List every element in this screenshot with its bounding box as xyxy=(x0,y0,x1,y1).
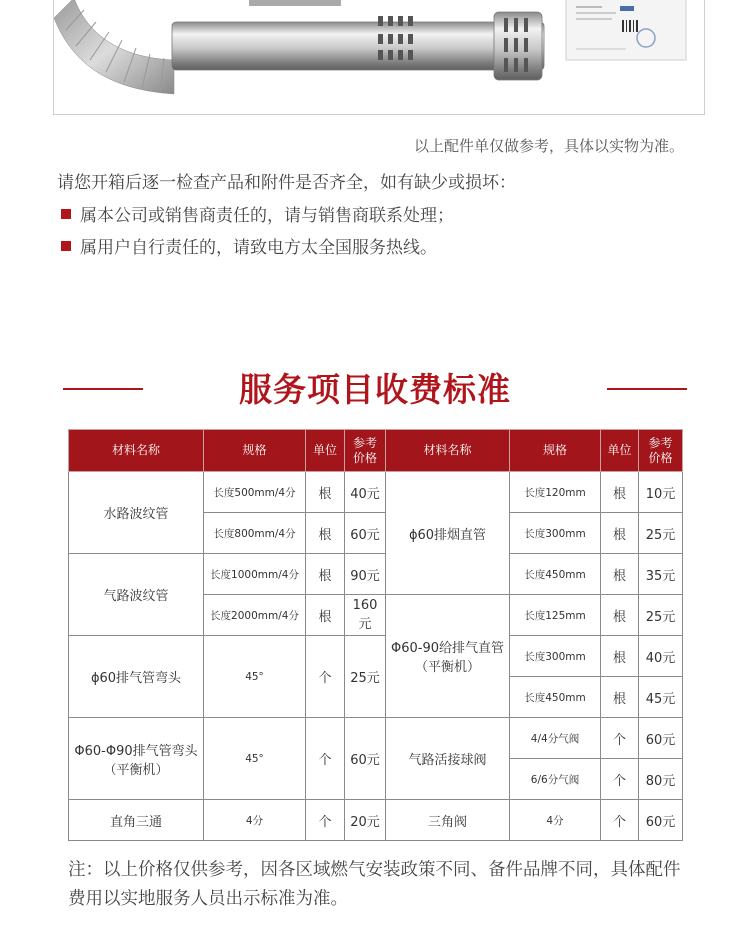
item-spec: 长度300mm xyxy=(510,513,601,554)
item-unit: 个 xyxy=(601,800,639,841)
item-spec: 长度300mm xyxy=(510,636,601,677)
table-row xyxy=(69,718,683,759)
item-name: 直角三通 xyxy=(69,800,204,841)
item-price: 60元 xyxy=(345,513,386,554)
item-price: 35元 xyxy=(639,554,683,595)
header-name: 材料名称 xyxy=(386,430,510,472)
item-name: ϕ60排气管弯头 xyxy=(69,636,204,718)
bullet-text: 属用户自行责任的，请致电方太全国服务热线。 xyxy=(80,238,437,258)
bullet-item-user xyxy=(61,233,437,258)
item-price: 20元 xyxy=(345,800,386,841)
item-name: ϕ60排烟直管 xyxy=(386,472,510,595)
item-price: 60元 xyxy=(639,800,683,841)
item-spec: 长度1000mm/4分 xyxy=(204,554,306,595)
item-price: 45元 xyxy=(639,677,683,718)
item-price: 80元 xyxy=(639,759,683,800)
item-unit: 根 xyxy=(306,595,345,636)
header-spec: 规格 xyxy=(204,430,306,472)
item-spec: 4/4分气阀 xyxy=(510,718,601,759)
header-name: 材料名称 xyxy=(69,430,204,472)
header-unit: 单位 xyxy=(601,430,639,472)
item-price: 10元 xyxy=(639,472,683,513)
item-spec: 长度800mm/4分 xyxy=(204,513,306,554)
item-name: 气路波纹管 xyxy=(69,554,204,636)
item-price: 90元 xyxy=(345,554,386,595)
item-price: 60元 xyxy=(345,718,386,800)
check-instructions: 请您开箱后逐一检查产品和附件是否齐全，如有缺少或损坏： xyxy=(57,173,516,193)
item-unit: 个 xyxy=(306,718,345,800)
item-spec: 45° xyxy=(204,636,306,718)
item-price: 25元 xyxy=(639,513,683,554)
item-unit: 根 xyxy=(601,513,639,554)
item-unit: 根 xyxy=(601,677,639,718)
flue-pipe-illustration xyxy=(54,0,704,114)
table-row xyxy=(69,800,683,841)
table-row xyxy=(69,554,683,595)
item-unit: 个 xyxy=(601,759,639,800)
item-unit: 个 xyxy=(601,718,639,759)
table-header-row xyxy=(69,430,683,472)
item-name: 三角阀 xyxy=(386,800,510,841)
item-spec: 长度450mm xyxy=(510,554,601,595)
square-bullet-icon xyxy=(61,209,71,219)
item-spec: 长度120mm xyxy=(510,472,601,513)
price-disclaimer: 注：以上价格仅供参考，因各区域燃气安装政策不同、备件品牌不同，具体配件费用以实地服务人员出示标准为准。 xyxy=(68,860,681,909)
item-price: 40元 xyxy=(345,472,386,513)
item-price: 25元 xyxy=(639,595,683,636)
item-unit: 根 xyxy=(306,472,345,513)
item-unit: 根 xyxy=(601,554,639,595)
reference-note: 以上配件单仅做参考，具体以实物为准。 xyxy=(413,137,684,155)
item-unit: 根 xyxy=(601,595,639,636)
header-unit: 单位 xyxy=(306,430,345,472)
accessory-photo xyxy=(53,0,705,115)
item-spec: 长度125mm xyxy=(510,595,601,636)
item-price: 40元 xyxy=(639,636,683,677)
item-unit: 根 xyxy=(601,472,639,513)
item-spec: 长度500mm/4分 xyxy=(204,472,306,513)
item-name: 气路活接球阀 xyxy=(386,718,510,800)
item-spec: 4分 xyxy=(510,800,601,841)
header-price: 参考 价格 xyxy=(639,430,683,472)
item-spec: 4分 xyxy=(204,800,306,841)
section-title: 服务项目收费标准 xyxy=(239,370,511,409)
item-unit: 根 xyxy=(306,513,345,554)
item-spec: 长度2000mm/4分 xyxy=(204,595,306,636)
item-price: 25元 xyxy=(345,636,386,718)
header-spec: 规格 xyxy=(510,430,601,472)
item-spec: 45° xyxy=(204,718,306,800)
item-name: Φ60-90给排气直管 （平衡机） xyxy=(386,595,510,718)
title-divider-right xyxy=(607,388,687,390)
item-unit: 根 xyxy=(601,636,639,677)
item-unit: 个 xyxy=(306,800,345,841)
bullet-item-seller xyxy=(61,201,454,226)
header-price: 参考 价格 xyxy=(345,430,386,472)
item-price: 160元 xyxy=(345,595,386,636)
item-unit: 个 xyxy=(306,636,345,718)
item-unit: 根 xyxy=(306,554,345,595)
item-name: Φ60-Φ90排气管弯头 （平衡机） xyxy=(69,718,204,800)
item-name: 水路波纹管 xyxy=(69,472,204,554)
item-price: 60元 xyxy=(639,718,683,759)
table-row xyxy=(69,636,683,677)
bullet-text: 属本公司或销售商责任的，请与销售商联系处理； xyxy=(80,206,454,226)
square-bullet-icon xyxy=(61,241,71,251)
service-fee-table xyxy=(68,429,683,841)
item-spec: 长度450mm xyxy=(510,677,601,718)
item-spec: 6/6分气阀 xyxy=(510,759,601,800)
table-row xyxy=(69,472,683,513)
